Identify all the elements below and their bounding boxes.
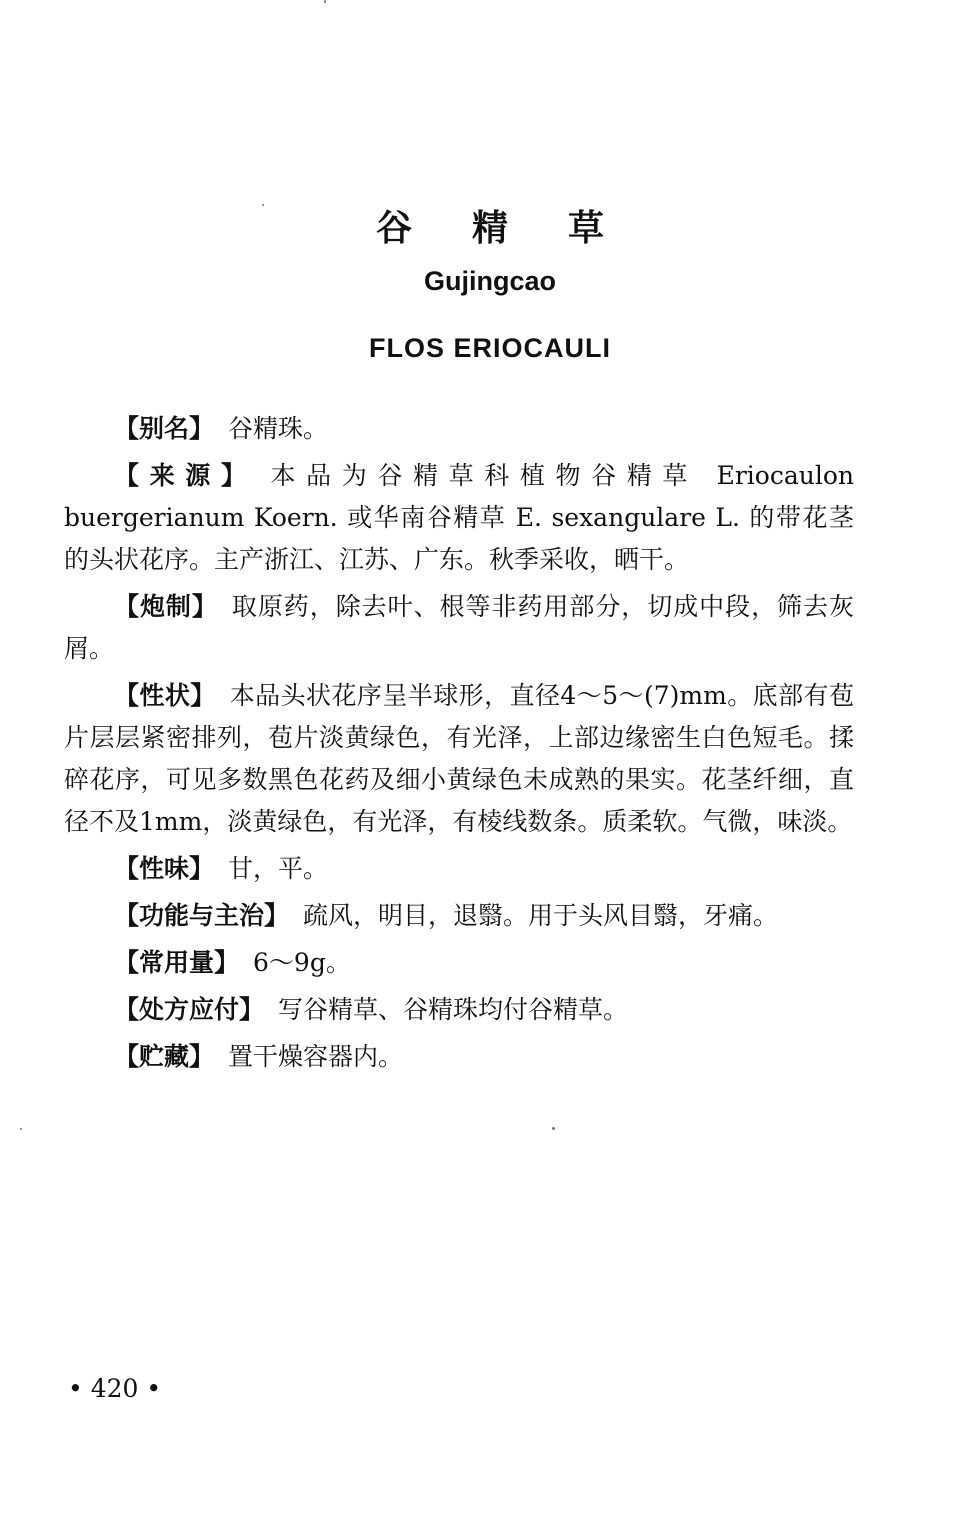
entry-text: 置干燥容器内。 xyxy=(228,1042,404,1071)
monograph-title-pinyin: Gujingcao xyxy=(423,266,556,296)
entry-text: 写谷精草、谷精珠均付谷精草。 xyxy=(278,995,629,1024)
monograph-title-chinese: 谷精草 xyxy=(375,208,664,249)
entry-label: 【性味】 xyxy=(114,854,215,883)
monograph-body xyxy=(64,408,854,1083)
entry-text: 6～9g。 xyxy=(253,948,351,977)
entry-label: 【常用量】 xyxy=(114,948,240,977)
entry-label: 【功能与主治】 xyxy=(114,901,290,930)
entry-label: 【别名】 xyxy=(114,414,215,443)
entry-label: 【处方应付】 xyxy=(114,995,265,1024)
entry-storage xyxy=(64,1036,854,1078)
scan-speck xyxy=(262,204,264,206)
entry-text: 本品为谷精草科植物谷精草 Eriocaulon buergerianum Koern. 或华南谷精草 E. sexangulare L. 的带花茎的头状花序。主产浙江、江苏、广东。秋季采收，晒干。 xyxy=(64,461,854,574)
entry-functions xyxy=(64,895,854,937)
entry-text: 疏风，明目，退翳。用于头风目翳，牙痛。 xyxy=(303,901,779,930)
entry-processing xyxy=(64,586,854,670)
entry-label: 【来源】 xyxy=(114,461,257,490)
entry-description xyxy=(64,675,854,843)
entry-text: 取原药，除去叶、根等非药用部分，切成中段，筛去灰屑。 xyxy=(64,592,854,663)
page-number: • 420 • xyxy=(68,1374,162,1403)
entry-alias xyxy=(64,408,854,450)
scan-speck xyxy=(20,1128,22,1130)
entry-text: 本品头状花序呈半球形，直径4～5～(7)mm。底部有苞片层层紧密排列，苞片淡黄绿色，有光泽，上部边缘密生白色短毛。揉碎花序，可见多数黑色花药及细小黄绿色未成熟的果实。花茎纤细，直径不及1mm，淡黄绿色，有光泽，有棱线数条。质柔软。气微，味淡。 xyxy=(64,681,854,836)
scan-speck xyxy=(552,1127,555,1130)
entry-text: 谷精珠。 xyxy=(228,414,329,443)
entry-source xyxy=(64,455,854,581)
entry-nature-flavor xyxy=(64,848,854,890)
monograph-title-latin: FLOS ERIOCAULI xyxy=(369,333,611,363)
scan-speck xyxy=(324,0,326,3)
entry-text: 甘，平。 xyxy=(228,854,329,883)
entry-label: 【性状】 xyxy=(114,681,216,710)
entry-dosage xyxy=(64,942,854,984)
entry-prescription xyxy=(64,989,854,1031)
entry-label: 【炮制】 xyxy=(114,592,218,621)
entry-label: 【贮藏】 xyxy=(114,1042,215,1071)
